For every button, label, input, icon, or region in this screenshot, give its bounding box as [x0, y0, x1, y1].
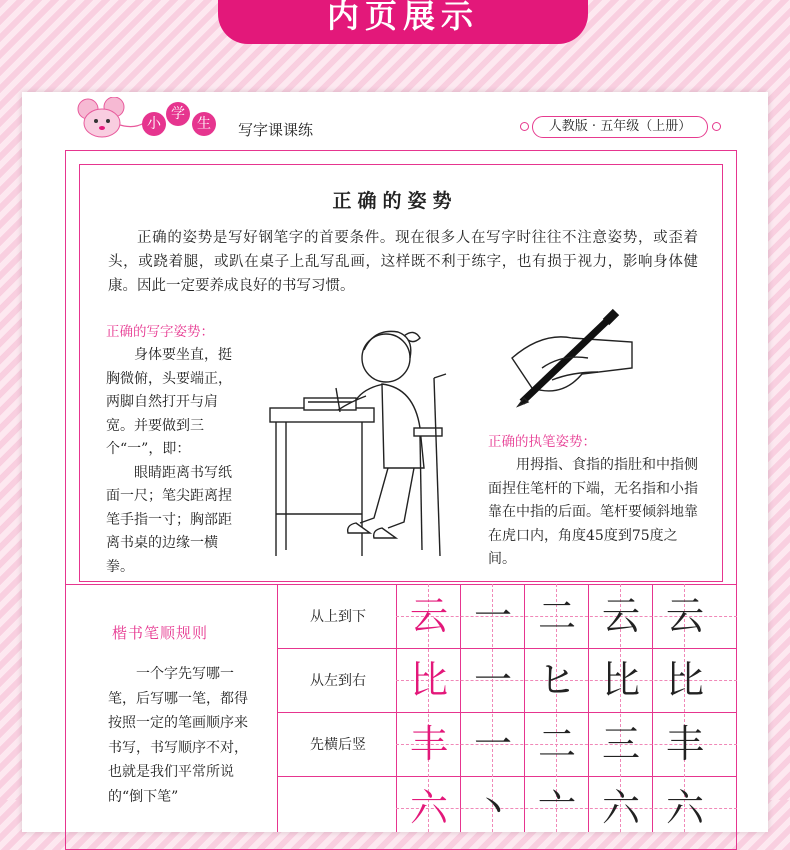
model-char: 比 — [409, 658, 448, 702]
girl-writing-illustration — [264, 318, 454, 568]
rules-title: 楷书笔顺规则 — [112, 624, 209, 642]
section-title: 正确的姿势 — [332, 190, 458, 212]
stroke-step: 六 — [665, 786, 704, 830]
stroke-step: 三 — [601, 722, 640, 766]
holding-posture-para: 用拇指、食指的指肚和中指侧面捏住笔杆的下端，无名指和小指靠在中指的后面。笔杆要倾斜地靠在虎口内，角度45度到75度之间。 — [488, 457, 698, 567]
writing-posture-text — [106, 344, 242, 579]
writing-posture-para2: 眼睛距离书写纸面一尺；笔尖距离捏笔手指一寸；胸部距离书桌的边缘一横拳。 — [106, 464, 232, 575]
pill-dot-left — [520, 122, 529, 131]
stroke-step: 比 — [601, 658, 640, 702]
grid-divider-label — [277, 584, 278, 832]
book-page — [22, 92, 768, 832]
edition-badge: 人教版 · 五年级（上册） — [532, 116, 708, 138]
rules-text — [108, 662, 260, 809]
stroke-step: 六 — [601, 786, 640, 830]
stroke-step: ヒ — [537, 658, 576, 702]
stroke-step: 云 — [601, 594, 640, 638]
stroke-step: 一 — [473, 658, 512, 702]
rules-paragraph: 一个字先写哪一笔，后写哪一笔，都得按照一定的笔画顺序来书写，书写顺序不对，也就是我们平常所说的“倒下笔” — [108, 666, 248, 805]
model-char: 云 — [409, 594, 448, 638]
rule-label-3: 先横后竖 — [310, 737, 366, 753]
logo-char-2: 学 — [166, 102, 190, 126]
model-char: 六 — [409, 786, 448, 830]
stroke-step: 云 — [665, 594, 704, 638]
holding-posture-text — [488, 454, 700, 572]
intro-paragraph: 正确的姿势是写好钢笔字的首要条件。现在很多人在写字时往往不注意姿势，或歪着头，或跷着腿，或趴在桌子上乱写乱画，这样既不利于练字，也有损于视力，影响身体健康。因此一定要养成良好的书写习惯。 — [108, 230, 698, 294]
writing-posture-heading: 正确的写字姿势： — [106, 324, 214, 340]
logo-char-1: 小 — [142, 112, 166, 136]
stroke-step: 二 — [537, 594, 576, 638]
pen-holding-illustration — [502, 308, 642, 412]
logo-char-3: 生 — [192, 112, 216, 136]
rule-label-2: 从左到右 — [310, 673, 366, 689]
stroke-step: 二 — [537, 722, 576, 766]
stroke-step: 一 — [473, 722, 512, 766]
book-title: 写字课课练 — [238, 121, 314, 139]
banner: 内页展示 — [218, 0, 588, 44]
stroke-step: 一 — [473, 594, 512, 638]
writing-posture-para1: 身体要坐直，挺胸微俯，头要端正，两脚自然打开与肩宽。并要做到三个“一”，即： — [106, 347, 232, 457]
stroke-step: 丶 — [473, 786, 512, 830]
stroke-step: 丰 — [665, 722, 704, 766]
holding-posture-heading: 正确的执笔姿势： — [488, 434, 596, 450]
stroke-step: 亠 — [537, 786, 576, 830]
rule-label-1: 从上到下 — [310, 609, 366, 625]
model-char: 丰 — [409, 722, 448, 766]
stroke-step: 比 — [665, 658, 704, 702]
mouse-mascot-icon — [74, 97, 146, 141]
pill-dot-right — [712, 122, 721, 131]
